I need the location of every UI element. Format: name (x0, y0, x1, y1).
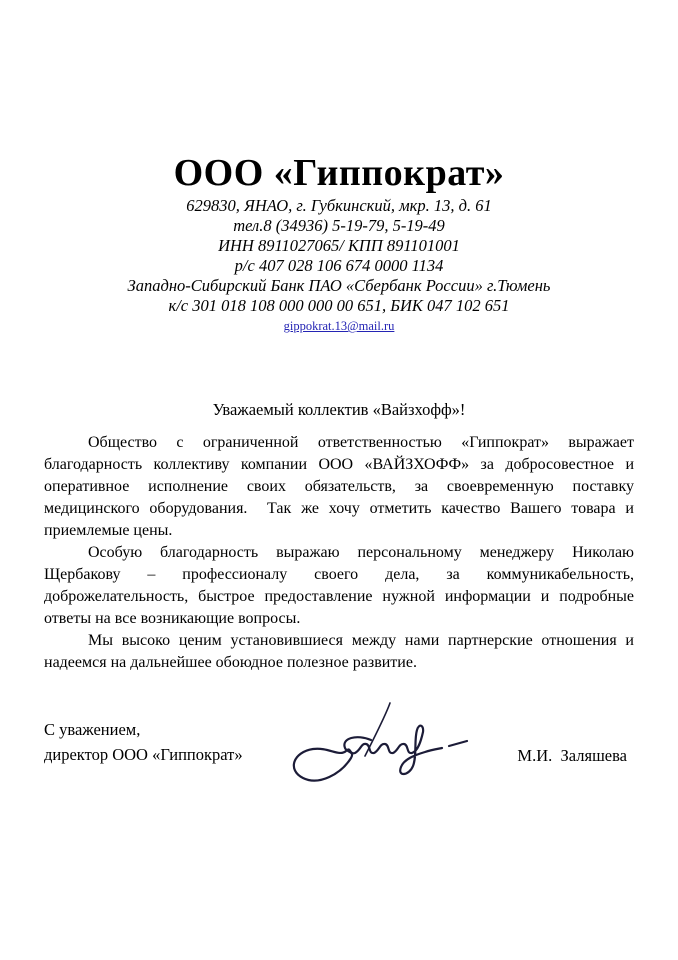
body-line: приемлемые цены. (44, 522, 173, 539)
letterhead (0, 152, 678, 335)
letter-body (44, 432, 634, 674)
handwritten-signature-icon (279, 698, 479, 783)
signer-position: директор ООО «Гиппократ» (44, 745, 243, 764)
body-line: оперативное исполнение своих обязательств, за своевременную поставку (44, 478, 634, 495)
letterhead-corr-account-bik: к/с 301 018 108 000 000 00 651, БИК 047 102 651 (168, 296, 510, 315)
body-line: Мы высоко ценим установившиеся между нами партнерские отношения и (88, 632, 634, 649)
body-line: надеемся на дальнейшее обоюдное полезное развитие. (44, 654, 417, 671)
signer-name: М.И. Заляшева (517, 746, 627, 765)
letterhead-address: 629830, ЯНАО, г. Губкинский, мкр. 13, д. 61 (186, 196, 492, 215)
body-line: Общество с ограниченной ответственностью «Гиппократ» выражает (88, 434, 634, 451)
letterhead-inn-kpp: ИНН 8911027065/ КПП 891101001 (218, 236, 460, 255)
body-line: Особую благодарность выражаю персональному менеджеру Николаю (88, 544, 634, 561)
body-line: доброжелательность, быстрое предоставление нужной информации и подробные (44, 588, 634, 605)
letterhead-bank: Западно-Сибирский Банк ПАО «Сбербанк России» г.Тюмень (127, 276, 551, 295)
signature-block (44, 714, 634, 834)
letterhead-email-row (0, 317, 678, 335)
body-line: благодарность коллективу компании ООО «ВАЙЗХОФФ» за добросовестное и (44, 456, 634, 473)
letterhead-phone: тел.8 (34936) 5-19-79, 5-19-49 (233, 216, 445, 235)
closing-line: С уважением, (44, 720, 141, 739)
company-title: ООО «Гиппократ» (173, 152, 505, 194)
salutation: Уважаемый коллектив «Вайзхофф»! (212, 400, 466, 419)
body-line: ответы на все возникающие вопросы. (44, 610, 301, 627)
letterhead-settlement-account: р/с 407 028 106 674 0000 1134 (234, 256, 444, 275)
email-link[interactable]: gippokrat.13@mail.ru (283, 319, 395, 333)
body-line: Щербакову – профессионалу своего дела, за коммуникабельность, (44, 566, 634, 583)
body-line: медицинского оборудования. Так же хочу отметить качество Вашего товара и (44, 500, 634, 517)
